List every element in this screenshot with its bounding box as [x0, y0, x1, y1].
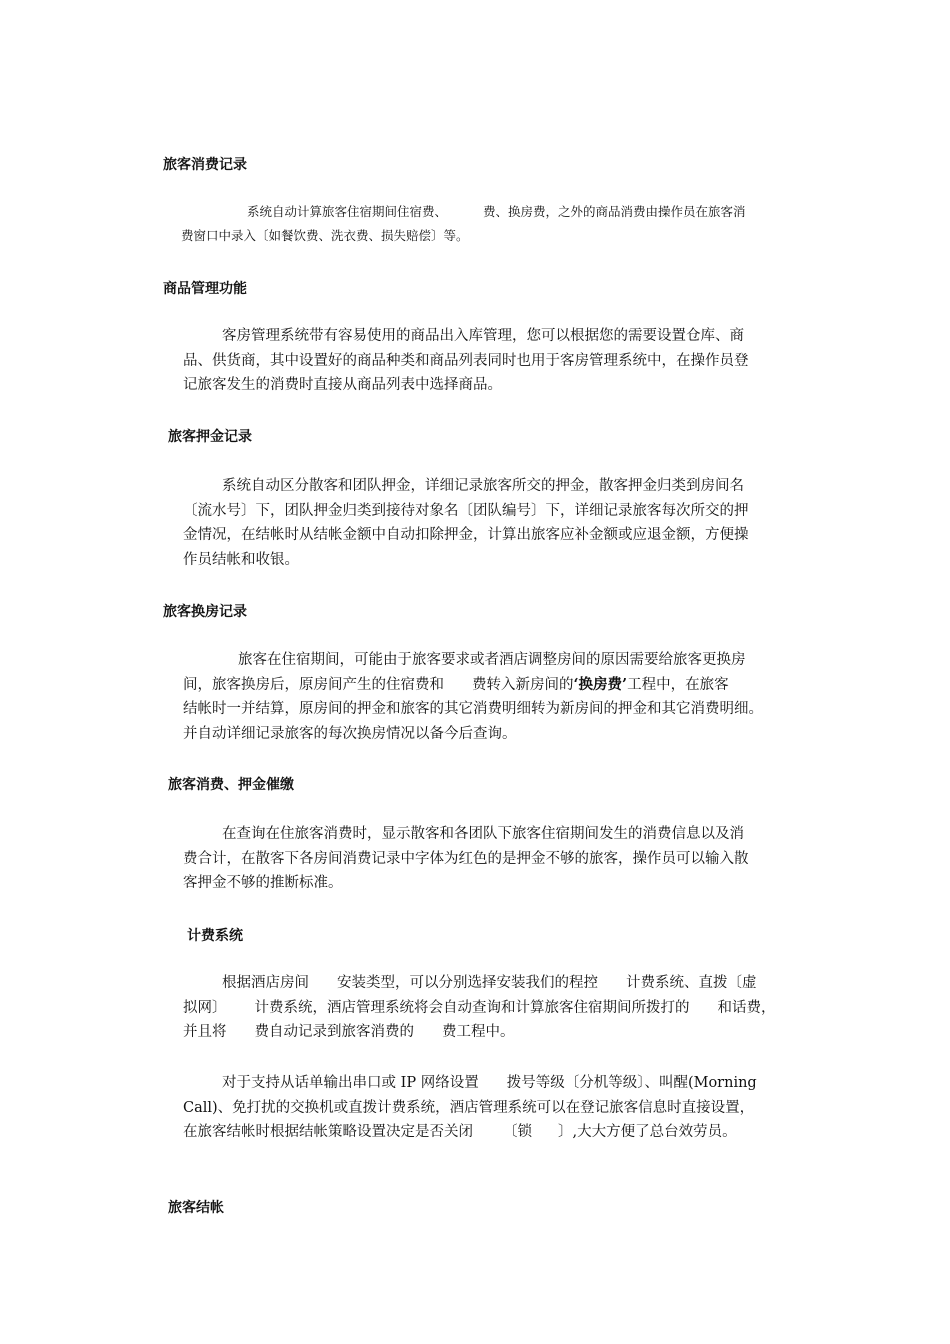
text-line: 旅客在住宿期间，可能由于旅客要求或者酒店调整房间的原因需要给旅客更换房: [238, 652, 746, 668]
text-line: 费、换房费，之外的商品消费由操作员在旅客消: [483, 204, 746, 219]
text-line: 和话费，: [717, 999, 776, 1016]
text-line: 客房管理系统带有容易使用的商品出入库管理，您可以根据您的需要设置仓库、商: [222, 328, 744, 344]
text-line: Call)、免打扰的交换机或直拨计费系统，酒店管理系统可以在登记旅客信息时直接设置，: [183, 1099, 755, 1116]
text-line: 费工程中。: [442, 1024, 515, 1041]
text-line: 〕,大大方便了总台效劳员。: [558, 1124, 737, 1141]
section-body-goods: [183, 324, 823, 398]
text-line: 费转入新房间的: [472, 676, 574, 693]
text-line: 安装类型，可以分别选择安装我们的程控: [337, 975, 598, 991]
section-heading-reminder: 旅客消费、押金催缴: [168, 777, 294, 793]
text-line: 费窗口中录入〔如餐饮费、洗衣费、损失赔偿〕等。: [181, 228, 469, 243]
section-body-reminder: [183, 822, 823, 896]
section-heading-room-change: 旅客换房记录: [163, 604, 247, 620]
text-line: 系统自动区分散客和团队押金，详细记录旅客所交的押金，散客押金归类到房间名: [222, 478, 744, 494]
section-heading-checkout: 旅客结帐: [168, 1200, 224, 1216]
section-body-consumption: [183, 200, 823, 248]
text-line: 系统自动计算旅客住宿期间住宿费、: [247, 204, 448, 219]
text-line: 品、供货商，其中设置好的商品种类和商品列表同时也用于客房管理系统中，在操作员登: [183, 352, 749, 369]
text-line: 在查询在住旅客消费时，显示散客和各团队下旅客住宿期间发生的消费信息以及消: [222, 826, 744, 842]
section-body-billing-2: [183, 1071, 823, 1145]
section-heading-billing: 计费系统: [187, 928, 243, 944]
text-line: 费合计，在散客下各房间消费记录中字体为红色的是押金不够的旅客，操作员可以输入散: [183, 850, 749, 867]
text-line: 间，旅客换房后，原房间产生的住宿费和: [183, 676, 444, 693]
text-line: 作员结帐和收银。: [183, 551, 299, 568]
section-body-room-change: [183, 648, 823, 746]
section-body-billing: [183, 971, 823, 1045]
section-heading-deposit: 旅客押金记录: [168, 429, 252, 445]
text-line: 拟网〕: [183, 999, 227, 1016]
text-line: 在旅客结帐时根据结帐策略设置决定是否关闭: [183, 1124, 473, 1141]
emphasis-text: ‘换房费’: [573, 675, 628, 693]
text-line: 根据酒店房间: [222, 975, 309, 991]
text-line: 〔流水号〕下，团队押金归类到接待对象名〔团队编号〕下，详细记录旅客每次所交的押: [183, 502, 749, 519]
text-line: 金情况，在结帐时从结帐金额中自动扣除押金，计算出旅客应补金额或应退金额，方便操: [183, 527, 749, 544]
text-line: 计费系统，酒店管理系统将会自动查询和计算旅客住宿期间所拨打的: [254, 999, 690, 1016]
text-line: 〔锁: [503, 1124, 532, 1141]
section-body-deposit: [183, 474, 823, 572]
text-line: 客押金不够的推断标准。: [183, 875, 343, 892]
text-line: 结帐时一并结算，原房间的押金和旅客的其它消费明细转为新房间的押金和其它消费明细。: [183, 701, 763, 718]
text-line: 费自动记录到旅客消费的: [254, 1024, 414, 1041]
text-line: 计费系统、直拨〔虚: [626, 975, 757, 991]
text-line: 拨号等级〔分机等级〕、叫醒(Morning: [506, 1075, 757, 1091]
text-line: 并且将: [183, 1024, 227, 1041]
text-line: 记旅客发生的消费时直接从商品列表中选择商品。: [183, 377, 502, 394]
section-heading-goods: 商品管理功能: [163, 281, 247, 297]
section-heading-consumption: 旅客消费记录: [163, 157, 247, 173]
text-line: 对于支持从话单输出串口或 IP 网络设置: [222, 1075, 479, 1091]
text-line: 并自动详细记录旅客的每次换房情况以备今后查询。: [183, 725, 517, 742]
text-line: 工程中，在旅客: [627, 676, 729, 693]
